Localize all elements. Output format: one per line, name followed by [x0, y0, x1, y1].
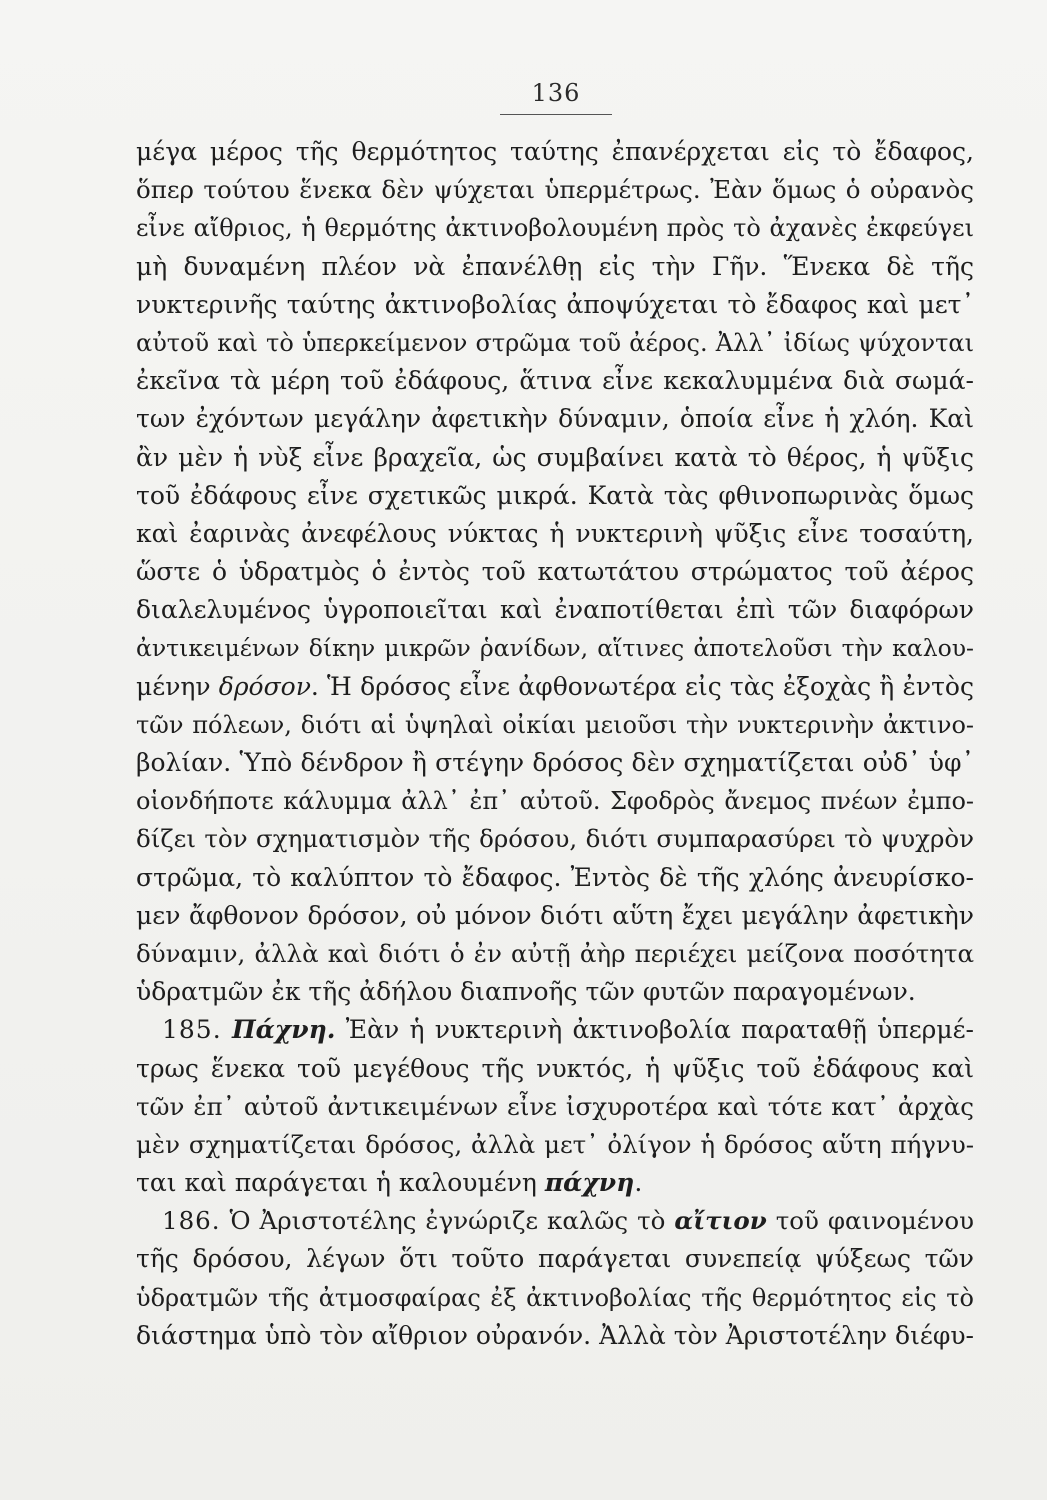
text-line: καὶ ἐαρινὰς ἀνεφέλους νύκτας ἡ νυκτερινὴ ψῦξις εἶνε τοσαύτη,: [136, 518, 974, 548]
text-line: αὐτοῦ καὶ τὸ ὑπερκείμενον στρῶμα τοῦ ἀέρος. Ἀλλ᾽ ἰδίως ψύχονται: [136, 328, 974, 357]
italic-term: αἴτιον: [674, 1206, 767, 1236]
text-line: βολίαν. Ὑπὸ δένδρον ἢ στέγην δρόσος δὲν σχηματίζεται οὐδ᾽ ὑφ᾽: [136, 748, 974, 777]
text-line: στρῶμα, τὸ καλύπτον τὸ ἔδαφος. Ἐντὸς δὲ τῆς χλόης ἀνευρίσκο-: [136, 862, 974, 892]
text-line: ὅπερ τούτου ἕνεκα δὲν ψύχεται ὑπερμέτρως. Ἐὰν ὅμως ὁ οὐρανὸς: [136, 175, 974, 205]
page-number: 136: [531, 79, 581, 107]
text-line: εἶνε αἴθριος, ἡ θερμότης ἀκτινοβολουμένη πρὸς τὸ ἀχανὲς ἐκφεύγει: [136, 214, 974, 243]
section-title: Πάχνη.: [231, 1015, 336, 1045]
text-line: τῶν ἐπ᾽ αὐτοῦ ἀντικειμένων εἶνε ἰσχυροτέρα καὶ τότε κατ᾽ ἀρχὰς: [136, 1091, 974, 1121]
text-segment: τοῦ φαινομένου: [766, 1206, 974, 1236]
section-number: 185.: [162, 1015, 222, 1045]
text-line: τῶν πόλεων, διότι αἱ ὑψηλαὶ οἰκίαι μειοῦσι τὴν νυκτερινὴν ἀκτινο-: [136, 710, 974, 739]
text-line: μὲν σχηματίζεται δρόσος, ἀλλὰ μετ᾽ ὀλίγον ἡ δρόσος αὕτη πήγνυ-: [136, 1129, 974, 1159]
text-line: νυκτερινῆς ταύτης ἀκτινοβολίας ἀποψύχεται τὸ ἔδαφος καὶ μετ᾽: [136, 289, 974, 319]
text-line: τρως ἕνεκα τοῦ μεγέθους τῆς νυκτός, ἡ ψῦξις τοῦ ἐδάφους καὶ: [136, 1053, 974, 1083]
text-line: διαλελυμένος ὑγροποιεῖται καὶ ἐναποτίθεται ἐπὶ τῶν διαφόρων: [136, 595, 974, 625]
paragraph-186-first-line: [136, 1202, 974, 1240]
text-line: μεν ἄφθονον δρόσον, οὐ μόνον διότι αὕτη ἔχει μεγάλην ἀφετικὴν: [136, 900, 974, 930]
text-segment: μένην: [136, 671, 219, 701]
text-segment: Ἐὰν ἡ νυκτερινὴ ἀκτινοβολία παραταθῇ ὑπερμέ-: [345, 1015, 974, 1045]
text-line: ἀντικειμένων δίκην μικρῶν ῥανίδων, αἵτινες ἀποτελοῦσι τὴν καλου-: [136, 634, 974, 663]
text-line: [136, 668, 974, 706]
text-line: δίζει τὸν σχηματισμὸν τῆς δρόσου, διότι συμπαρασύρει τὸ ψυχρὸν: [136, 824, 974, 854]
header-rule: [500, 114, 612, 115]
text-line: τῆς δρόσου, λέγων ὅτι τοῦτο παράγεται συνεπείᾳ ψύξεως τῶν: [136, 1244, 974, 1274]
section-number: 186.: [162, 1206, 221, 1236]
text-line: των ἐχόντων μεγάλην ἀφετικὴν δύναμιν, ὁποία εἶνε ἡ χλόη. Καὶ: [136, 404, 974, 434]
text-line: [136, 1164, 974, 1202]
italic-term: δρόσον: [218, 671, 311, 701]
text-line: ὑδρατμῶν τῆς ἀτμοσφαίρας ἐξ ἀκτινοβολίας τῆς θερμότητος εἰς τὸ: [136, 1283, 974, 1312]
text-line: μὴ δυναμένη πλέον νὰ ἐπανέλθῃ εἰς τὴν Γῆν. Ἕνεκα δὲ τῆς: [136, 251, 974, 281]
text-line: μέγα μέρος τῆς θερμότητος ταύτης ἐπανέρχεται εἰς τὸ ἔδαφος,: [136, 137, 974, 166]
text-line: τοῦ ἐδάφους εἶνε σχετικῶς μικρά. Κατὰ τὰς φθινοπωρινὰς ὅμως: [136, 480, 974, 510]
text-segment: . Ἡ δρόσος εἶνε ἀφθονωτέρα εἰς τὰς ἐξοχὰς ἢ ἐντὸς: [310, 671, 974, 701]
text-line: ὑδρατμῶν ἐκ τῆς ἀδήλου διαπνοῆς τῶν φυτῶν παραγομένων.: [136, 977, 916, 1007]
text-segment: ται καὶ παράγεται ἡ καλουμένη: [136, 1168, 545, 1198]
text-line: δύναμιν, ἀλλὰ καὶ διότι ὁ ἐν αὐτῇ ἀὴρ περιέχει μείζονα ποσότητα: [136, 938, 974, 968]
text-line: διάστημα ὑπὸ τὸν αἴθριον οὐρανόν. Ἀλλὰ τὸν Ἀριστοτέλην διέφυ-: [136, 1320, 974, 1350]
text-line: οἱονδήποτε κάλυμμα ἀλλ᾽ ἐπ᾽ αὐτοῦ. Σφοδρὸς ἄνεμος πνέων ἐμπο-: [136, 787, 974, 816]
text-line: ἂν μὲν ἡ νὺξ εἶνε βραχεῖα, ὡς συμβαίνει κατὰ τὸ θέρος, ἡ ψῦξις: [136, 442, 974, 472]
page-text: [136, 133, 974, 1355]
text-segment: .: [634, 1168, 643, 1198]
italic-term: πάχνη: [544, 1168, 635, 1198]
text-segment: Ὁ Ἀριστοτέλης ἐγνώριζε καλῶς τὸ: [229, 1206, 675, 1236]
text-line: ὥστε ὁ ὑδρατμὸς ὁ ἐντὸς τοῦ κατωτάτου στρώματος τοῦ ἀέρος: [136, 557, 974, 587]
paragraph-185-first-line: [136, 1011, 974, 1049]
page-header: [500, 78, 612, 115]
text-line: ἐκεῖνα τὰ μέρη τοῦ ἐδάφους, ἅτινα εἶνε κεκαλυμμένα διὰ σωμά-: [136, 366, 974, 396]
